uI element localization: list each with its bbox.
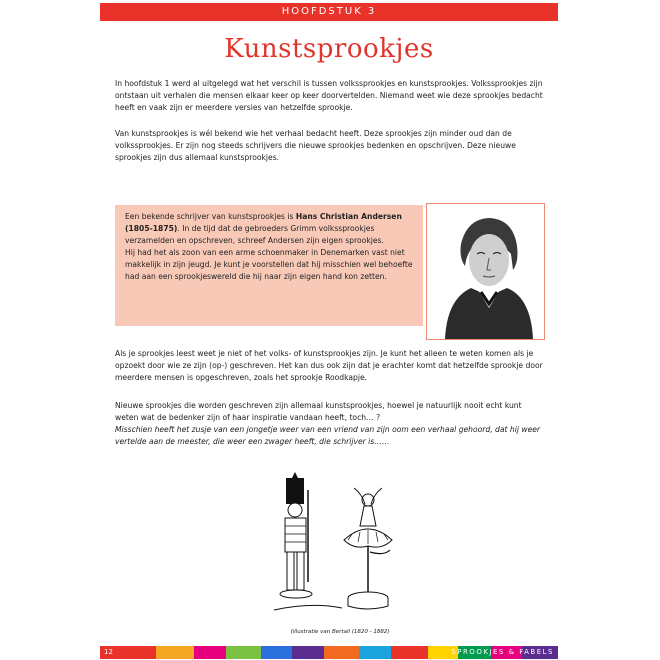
footer-color-segment xyxy=(194,646,227,659)
andersen-text xyxy=(125,211,421,283)
book-title: SPROOKJES & FABELS xyxy=(451,648,554,656)
illustration-image xyxy=(272,470,406,620)
body-italic-text: Misschien heeft het zusje van een jongetje weer van een vriend van zijn oom een verhaal gehoord, dat hij weer vertelde aan de meester, die weer een zwager heeft, die schrijver is…… xyxy=(115,425,541,446)
tin-soldier-illustration xyxy=(272,470,406,620)
andersen-text-line2: Hij had het als zoon van een arme schoenmaker in Denemarken vast niet makkelijk in zijn jeugd. Je kunt je voorstellen dat hij misschien wel behoefte had aan een sprookjeswereld die hij naar zijn eigen hand kon zetten. xyxy=(125,248,413,281)
footer-color-segment xyxy=(226,646,261,659)
body-paragraph-1: Als je sprookjes leest weet je niet of het volks- of kunstsprookjes zijn. Je kunt het alleen te weten komen als je opzoekt door wie ze zijn (op-) geschreven. Het kan dus ook zijn dat je erachter komt dat hetzelfde sprookje door meerdere mensen is opgeschreven, zoals het sprookje Roodkapje. xyxy=(115,349,543,382)
andersen-portrait xyxy=(426,203,545,340)
intro-paragraph-2: Van kunstsprookjes is wél bekend wie het verhaal bedacht heeft. Deze sprookjes zijn minder oud dan de volkssprookjes. Er zijn nog steeds schrijvers die nieuwe sprookjes bedenken en opschrijven. Deze nieuwe sprookjes zijn dus allemaal kunstsprookjes. xyxy=(115,129,516,162)
intro-paragraph-1: In hoofdstuk 1 werd al uitgelegd wat het verschil is tussen volkssprookjes en kunstsprookjes. Volkssprookjes zijn ontstaan uit verhalen die mensen elkaar keer op keer doorvertelden. Niemand weet wie deze sprookjes bedacht heeft en vaak zijn er meerdere versies van hetzelfde sprookje. xyxy=(115,79,543,112)
footer-color-segment xyxy=(261,646,292,659)
footer-color-segment xyxy=(324,646,359,659)
chapter-header xyxy=(100,3,558,21)
page-number: 12 xyxy=(104,648,113,656)
andersen-name: Hans Christian Andersen (1805-1875) xyxy=(125,212,402,233)
page-title: Kunstsprookjes xyxy=(224,34,434,64)
footer-color-segment xyxy=(359,646,392,659)
andersen-text-before: Een bekende schrijver van kunstsprookjes is xyxy=(125,212,296,221)
body-paragraph-2-text: Nieuwe sprookjes die worden geschreven zijn allemaal kunstsprookjes, hoewel je natuurlijk nooit echt kunt weten wat de bedenker zijn of haar inspiratie vandaan heeft, toch… ? xyxy=(115,401,522,422)
andersen-text-after: . In de tijd dat de gebroeders Grimm volkssprookjes verzamelden en opschreven, schreef Andersen zijn eigen sprookjes. xyxy=(125,224,384,245)
illustration-caption: (illustratie van Bertall (1820 - 1882) xyxy=(290,629,390,635)
andersen-highlight-box xyxy=(115,205,423,326)
footer-color-segment xyxy=(391,646,427,659)
chapter-label: HOOFDSTUK 3 xyxy=(281,6,377,17)
footer-color-segment xyxy=(292,646,325,659)
footer-color-segment xyxy=(156,646,194,659)
body-paragraph-2 xyxy=(115,400,547,448)
page xyxy=(100,0,558,660)
portrait-image xyxy=(427,204,544,339)
